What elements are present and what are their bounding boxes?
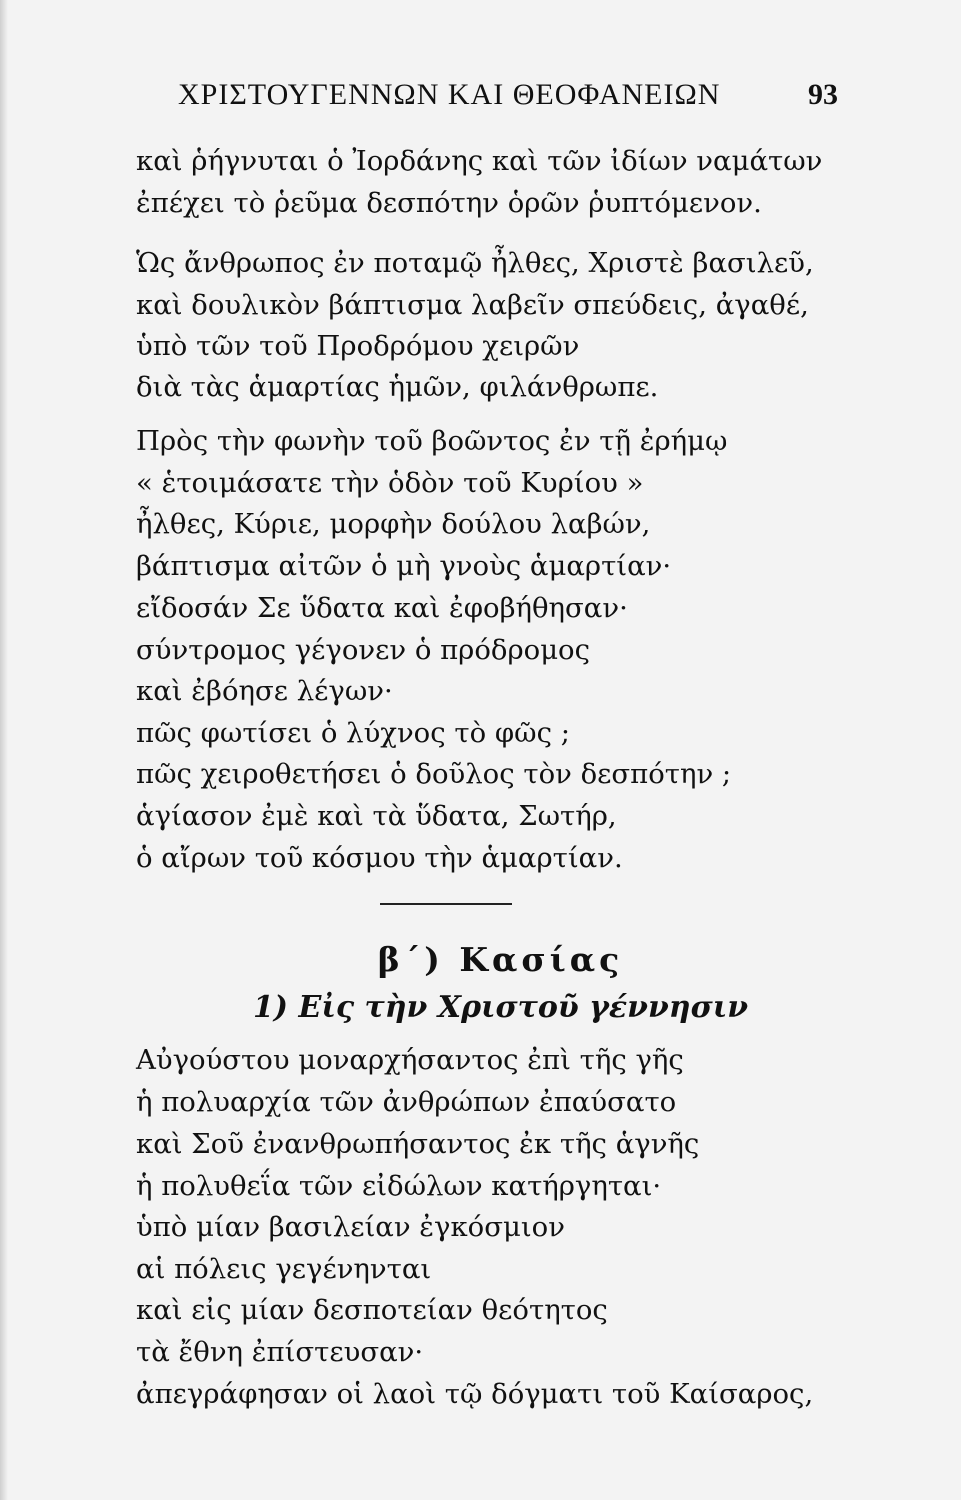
text-line: πῶς φωτίσει ὁ λύχνος τὸ φῶς ; [136, 717, 570, 749]
text-line: Ὡς ἄνθρωπος ἐν ποταμῷ ἦλθες, Χριστὲ βασιλεῦ, [136, 247, 814, 279]
text-line: τὰ ἔθνη ἐπίστευσαν· [136, 1336, 424, 1368]
section-heading: β΄) Κασίας [377, 940, 624, 979]
running-head: ΧΡΙΣΤΟΥΓΕΝΝΩΝ ΚΑΙ ΘΕΟΦΑΝΕΙΩΝ [178, 78, 721, 111]
text-line: καὶ εἰς μίαν δεσποτείαν θεότητος [136, 1294, 608, 1326]
page-number: 93 [808, 78, 838, 111]
text-line: καὶ Σοῦ ἐνανθρωπήσαντος ἐκ τῆς ἁγνῆς [136, 1128, 700, 1160]
text-line: καὶ ἐβόησε λέγων· [136, 675, 393, 707]
text-line: « ἑτοιμάσατε τὴν ὁδὸν τοῦ Κυρίου » [136, 467, 644, 499]
section-subheading: 1) Εἰς τὴν Χριστοῦ γέννησιν [252, 990, 749, 1025]
page-edge-shadow [0, 0, 8, 1500]
text-line: διὰ τὰς ἁμαρτίας ἡμῶν, φιλάνθρωπε. [136, 371, 659, 403]
text-line: ἀπεγράφησαν οἱ λαοὶ τῷ δόγματι τοῦ Καίσαρος, [136, 1378, 814, 1410]
text-line: ὁ αἴρων τοῦ κόσμου τὴν ἁμαρτίαν. [136, 842, 623, 874]
text-line: καὶ ῥήγνυται ὁ Ἰορδάνης καὶ τῶν ἰδίων ναμάτων [136, 145, 823, 177]
text-line: αἱ πόλεις γεγένηνται [136, 1253, 432, 1285]
text-line: Αὐγούστου μοναρχήσαντος ἐπὶ τῆς γῆς [136, 1044, 684, 1076]
page-header [178, 78, 838, 118]
text-line: εἴδοσάν Σε ὕδατα καὶ ἐφοβήθησαν· [136, 592, 628, 624]
text-line: ἁγίασον ἐμὲ καὶ τὰ ὕδατα, Σωτήρ, [136, 800, 617, 832]
text-line: ἦλθες, Κύριε, μορφὴν δούλου λαβών, [136, 508, 651, 540]
text-line: ἐπέχει τὸ ῥεῦμα δεσπότην ὁρῶν ῥυπτόμενον. [136, 187, 762, 219]
text-line: καὶ δουλικὸν βάπτισμα λαβεῖν σπεύδεις, ἀγαθέ, [136, 289, 809, 321]
text-line: ὑπὸ μίαν βασιλείαν ἐγκόσμιον [136, 1211, 565, 1243]
text-line: σύντρομος γέγονεν ὁ πρόδρομος [136, 634, 591, 666]
text-line: βάπτισμα αἰτῶν ὁ μὴ γνοὺς ἁμαρτίαν· [136, 550, 672, 582]
text-line: ὑπὸ τῶν τοῦ Προδρόμου χειρῶν [136, 330, 580, 362]
text-line: ἡ πολυαρχία τῶν ἀνθρώπων ἐπαύσατο [136, 1086, 677, 1118]
section-divider [380, 903, 512, 905]
text-line: ἡ πολυθεΐα τῶν εἰδώλων κατήργηται· [136, 1170, 662, 1202]
text-line: πῶς χειροθετήσει ὁ δοῦλος τὸν δεσπότην ; [136, 758, 732, 790]
text-line: Πρὸς τὴν φωνὴν τοῦ βοῶντος ἐν τῇ ἐρήμῳ [136, 425, 728, 457]
